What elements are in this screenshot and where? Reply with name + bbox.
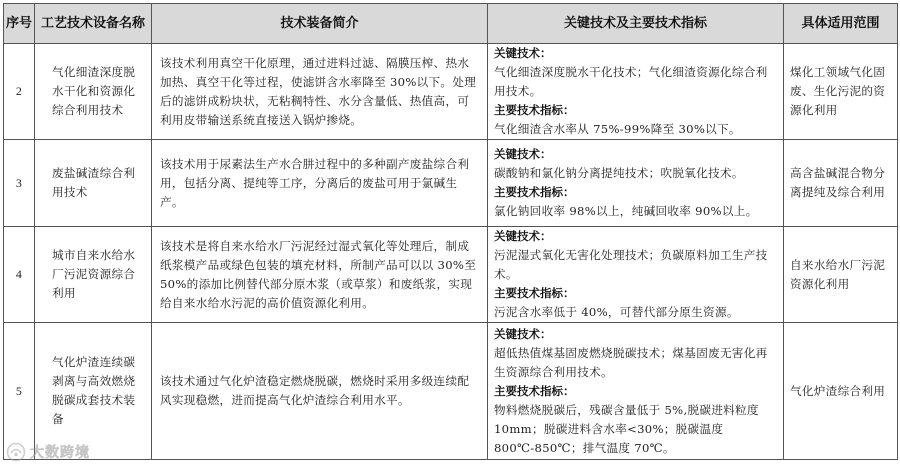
row-name: 城市自来水给水厂污泥资源综合利用 — [35, 227, 152, 323]
header-desc: 技术装备简介 — [152, 4, 488, 44]
table-row — [4, 44, 898, 140]
table-row — [4, 140, 898, 227]
main-index-label: 主要技术指标： — [494, 383, 575, 398]
row-name: 气化细渣深度脱水干化和资源化综合利用技术 — [35, 44, 152, 140]
row-desc: 该技术是将自来水给水厂污泥经过湿式氧化等处理后，制成纸浆模产品或绿色包装的填充材料，所制产品可以以 30%至 50%的添加比例替代部分原木浆（或草浆）和废纸浆，实现给自来水给水污泥的高价值资源化利用。 — [152, 227, 488, 323]
key-tech-label: 关键技术： — [494, 46, 552, 60]
watermark — [6, 441, 90, 463]
header-keys: 关键技术及主要技术指标 — [488, 4, 784, 44]
technology-table — [3, 3, 898, 460]
row-seq: 5 — [4, 323, 35, 460]
header-row — [4, 4, 898, 44]
main-index-label: 主要技术指标： — [494, 185, 575, 199]
main-index-text: 物料燃烧脱碳后，残碳含量低于 5%,脱碳进料粒度 10mm；脱碳进料含水率<30%；脱碳温度 800℃-850℃；排气温度 70℃。 — [494, 402, 759, 455]
row-desc: 该技术通过气化炉渣稳定燃烧脱碳，燃烧时采用多级连续配风实现稳燃，进而提高气化炉渣综合利用水平。 — [152, 323, 488, 460]
row-name: 气化炉渣连续碳剥离与高效燃烧脱碳成套技术装备 — [35, 323, 152, 460]
row-desc: 该技术利用真空干化原理，通过进料过滤、隔膜压榨、热水加热、真空干化等过程，使滤饼含水率降至 30%以下。处理后的滤饼成粉块状，无粘稠特性、水分含量低、热值高，可利用皮带输送系统直接送入锅炉掺烧。 — [152, 44, 488, 140]
row-seq: 3 — [4, 140, 35, 227]
main-index-text: 气化细渣含水率从 75%-99%降至 30%以下。 — [494, 122, 741, 136]
row-scope: 气化炉渣综合利用 — [784, 323, 898, 460]
main-index-text: 污泥含水率低于 40%，可替代部分原生资源。 — [494, 305, 739, 319]
key-tech-text: 气化细渣深度脱水干化技术；气化细渣资源化综合利用技术。 — [494, 65, 768, 98]
row-keys — [488, 323, 784, 460]
row-keys — [488, 227, 784, 323]
key-tech-text: 碳酸钠和氯化钠分离提纯技术；吹脱氧化技术。 — [494, 166, 744, 180]
row-keys — [488, 140, 784, 227]
header-seq: 序号 — [4, 4, 35, 44]
key-tech-label: 关键技术： — [494, 229, 552, 243]
key-tech-label: 关键技术： — [494, 147, 552, 161]
header-scope: 具体适用范围 — [784, 4, 898, 44]
row-scope: 自来水给水厂污泥资源化利用 — [784, 227, 898, 323]
key-tech-text: 超低热值煤基固废燃烧脱碳技术；煤基固废无害化再生资源综合利用技术。 — [494, 345, 768, 379]
row-seq: 4 — [4, 227, 35, 323]
row-keys — [488, 44, 784, 140]
main-index-label: 主要技术指标： — [494, 103, 575, 117]
row-scope: 高含盐碱混合物分离提纯及综合利用 — [784, 140, 898, 227]
row-seq: 2 — [4, 44, 35, 140]
row-desc: 该技术用于尿素法生产水合肼过程中的多种副产废盐综合利用，包括分离、提纯等工序，分离后的废盐可用于氯碱生产。 — [152, 140, 488, 227]
table-row — [4, 227, 898, 323]
row-name: 废盐碱渣综合利用技术 — [35, 140, 152, 227]
key-tech-text: 污泥湿式氧化无害化处理技术；负碳原料加工生产技术。 — [494, 248, 768, 281]
table-row — [4, 323, 898, 460]
key-tech-label: 关键技术： — [494, 326, 552, 341]
main-index-text: 氯化钠回收率 98%以上，纯碱回收率 90%以上。 — [494, 204, 758, 218]
watermark-text: 大数跨境 — [30, 445, 90, 461]
header-name: 工艺技术设备名称 — [35, 4, 152, 44]
logo-icon — [6, 442, 26, 462]
main-index-label: 主要技术指标： — [494, 286, 575, 300]
row-scope: 煤化工领域气化固废、生化污泥的资源化利用 — [784, 44, 898, 140]
